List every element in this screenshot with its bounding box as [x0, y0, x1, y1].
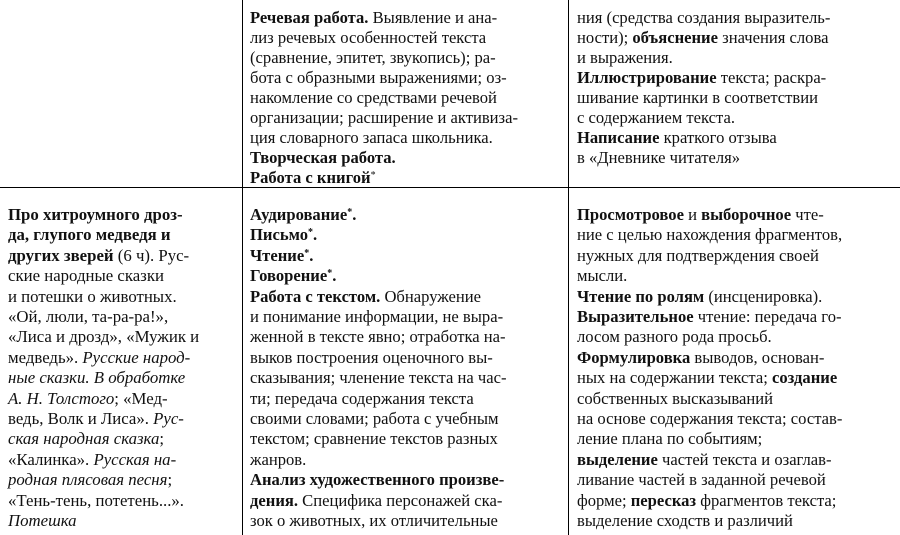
text-line — [250, 28, 564, 47]
text-run: . — [352, 205, 357, 224]
text-run: да, глупого медведя и — [8, 225, 171, 245]
text-line — [577, 450, 895, 469]
text-line — [577, 307, 895, 326]
text-run: медведь». — [8, 347, 83, 367]
text-run: Обнаружение — [380, 286, 482, 306]
text-line — [250, 148, 564, 167]
text-run: выделение сходств и различий — [577, 511, 793, 531]
text-run: пересказ — [630, 490, 697, 510]
text-run: создание — [772, 368, 838, 388]
text-run: ния (средства создания выразитель- — [577, 8, 831, 27]
text-run: своими словами; работа с учебным — [250, 409, 499, 429]
text-run: Про хитроумного дроз- — [8, 205, 183, 224]
text-line — [250, 68, 564, 87]
text-line — [8, 225, 240, 244]
text-run: выделение — [577, 449, 658, 469]
text-line — [577, 8, 895, 27]
text-run: Чтение по ролям — [577, 286, 705, 306]
row2-col1-cell — [8, 205, 240, 531]
text-run: Анализ художественного произве- — [250, 470, 505, 490]
text-run: Написание — [577, 128, 660, 147]
text-run: (сравнение, эпитет, звукопись); ра- — [250, 48, 496, 67]
text-line — [8, 368, 240, 387]
text-line — [577, 470, 895, 489]
text-run: Просмотровое — [577, 205, 684, 224]
text-line — [577, 389, 895, 408]
text-run: ведь, Волк и Лиса». — [8, 409, 154, 429]
text-line — [250, 266, 564, 285]
text-run: Аудирование — [250, 205, 348, 224]
text-run: значения слова — [718, 28, 829, 47]
text-line — [8, 429, 240, 448]
text-line — [8, 287, 240, 306]
text-run: чтение: передача го- — [693, 307, 842, 327]
text-line — [250, 470, 564, 489]
text-line — [577, 88, 895, 107]
text-run: . — [309, 245, 314, 265]
row2-col3-cell — [577, 205, 895, 531]
text-line — [250, 88, 564, 107]
text-line — [577, 348, 895, 367]
text-run: лиз речевых особенностей текста — [250, 28, 487, 47]
text-line — [250, 389, 564, 408]
text-line — [577, 368, 895, 387]
footnote-mark: * — [370, 170, 376, 181]
text-line — [577, 148, 895, 167]
column-divider-line-1 — [242, 0, 243, 535]
text-run: и потешки о животных. — [8, 286, 177, 306]
text-run: родная плясовая песня — [8, 470, 168, 490]
text-run: ; — [167, 470, 173, 490]
text-run: женной в тексте явно; отработка на- — [250, 327, 506, 347]
text-run: нужных для подтверждения своей — [577, 245, 819, 265]
text-run: частей текста и озаглав- — [657, 449, 832, 469]
text-run: ; «Мед- — [114, 388, 168, 408]
text-line — [250, 511, 564, 530]
text-line — [250, 225, 564, 244]
row2-col2-cell — [250, 205, 564, 531]
text-line — [577, 511, 895, 530]
text-line — [250, 368, 564, 387]
text-run: «Калинка». — [8, 449, 94, 469]
text-run: Говорение — [250, 266, 328, 286]
text-line — [8, 450, 240, 469]
text-line — [577, 266, 895, 285]
text-run: (инсценировка). — [704, 286, 823, 306]
text-line — [250, 108, 564, 127]
text-line — [577, 28, 895, 47]
text-run: объяснение — [632, 28, 718, 47]
text-line — [250, 450, 564, 469]
text-run: ти; передача содержания текста — [250, 388, 474, 408]
text-run: ливание частей в заданной речевой — [577, 470, 826, 490]
text-run: Работа с книгой — [250, 168, 371, 187]
text-line — [250, 246, 564, 265]
text-run: Творческая работа. — [250, 148, 396, 167]
text-run: других зверей — [8, 245, 114, 265]
footnote-mark: * — [347, 207, 353, 218]
text-line — [250, 491, 564, 510]
text-line — [250, 287, 564, 306]
text-run: чте- — [791, 205, 824, 224]
text-run: на основе содержания текста; состав- — [577, 409, 843, 429]
text-line — [8, 246, 240, 265]
text-run: Русская на- — [93, 449, 177, 469]
text-line — [577, 246, 895, 265]
text-line — [250, 128, 564, 147]
text-run: бота с образными выражениями; оз- — [250, 68, 507, 87]
text-run: Рус- — [153, 409, 184, 429]
text-run: «Ой, люли, та-ра-ра!», — [8, 307, 169, 327]
text-run: мысли. — [577, 266, 628, 286]
text-run: Чтение — [250, 245, 305, 265]
text-run: ление плана по событиям; — [577, 429, 763, 449]
text-line — [250, 8, 564, 27]
text-run: «Тень-тень, потетень...». — [8, 490, 184, 510]
text-line — [8, 327, 240, 346]
text-line — [8, 205, 240, 224]
text-line — [577, 429, 895, 448]
text-run: сказывания; членение текста на час- — [250, 368, 507, 388]
text-run: и выражения. — [577, 48, 673, 67]
text-run: ние с целью нахождения фрагментов, — [577, 225, 843, 245]
text-run: форме; — [577, 490, 631, 510]
text-run: выводов, основан- — [690, 347, 825, 367]
text-run: в «Дневнике читателя» — [577, 148, 741, 167]
text-run: шивание картинки в соответствии — [577, 88, 819, 107]
text-line — [250, 429, 564, 448]
text-line — [577, 128, 895, 147]
row1-col2-cell — [250, 8, 564, 187]
text-run: выборочное — [701, 205, 792, 224]
text-run: с содержанием текста. — [577, 108, 736, 127]
text-run: Специфика персонажей ска- — [298, 490, 503, 510]
text-line — [8, 470, 240, 489]
text-line — [8, 389, 240, 408]
text-run: Речевая работа. — [250, 8, 369, 27]
footnote-mark: * — [304, 247, 310, 259]
text-line — [577, 409, 895, 428]
text-line — [577, 108, 895, 127]
text-line — [250, 48, 564, 67]
text-run: накомление со средствами речевой — [250, 88, 497, 107]
text-run: ные сказки. В обработке — [8, 368, 186, 388]
text-line — [8, 511, 240, 530]
text-line — [577, 491, 895, 510]
text-run: текстом; сравнение текстов разных — [250, 429, 498, 449]
footnote-mark: * — [308, 227, 313, 239]
text-run: жанров. — [250, 449, 307, 469]
text-run: выков построения оценочного вы- — [250, 347, 493, 367]
text-run: ных на содержании текста; — [577, 368, 772, 388]
text-run: зок о животных, их отличительные — [250, 511, 498, 531]
column-divider-line-2 — [568, 0, 569, 535]
text-line — [577, 327, 895, 346]
text-line — [8, 409, 240, 428]
text-run: ция словарного запаса школьника. — [250, 128, 493, 147]
text-run: А. Н. Толстого — [8, 388, 115, 408]
text-run: ские народные сказки — [8, 266, 164, 286]
text-run: (6 ч). Рус- — [113, 245, 190, 265]
text-run: и понимание информации, не выра- — [250, 307, 504, 327]
text-run: ская народная сказка — [8, 429, 160, 449]
text-line — [8, 266, 240, 285]
text-run: Иллюстрирование — [577, 68, 717, 87]
text-line — [577, 225, 895, 244]
text-line — [577, 48, 895, 67]
row-divider-line — [0, 187, 900, 188]
text-line — [577, 287, 895, 306]
text-line — [8, 307, 240, 326]
text-run: ности); — [577, 28, 633, 47]
text-run: текста; раскра- — [716, 68, 827, 87]
text-run: лосом разного рода просьб. — [577, 327, 772, 347]
text-run: фрагментов текста; — [696, 490, 837, 510]
text-run: и — [683, 205, 702, 224]
text-line — [250, 307, 564, 326]
text-run: . — [313, 225, 318, 245]
text-line — [250, 205, 564, 224]
text-run: организации; расширение и активиза- — [250, 108, 518, 127]
text-line — [577, 68, 895, 87]
text-run: краткого отзыва — [659, 128, 777, 147]
text-line — [577, 205, 895, 224]
text-line — [8, 348, 240, 367]
footnote-mark: * — [327, 268, 333, 280]
text-run: Русские народ- — [82, 347, 191, 367]
text-run: Выявление и ана- — [368, 8, 498, 27]
text-run: Потешка — [8, 511, 77, 531]
text-line — [8, 491, 240, 510]
text-run: ; — [159, 429, 165, 449]
text-line — [250, 168, 564, 187]
text-run: Выразительное — [577, 307, 694, 327]
row1-col3-cell — [577, 8, 895, 167]
text-run: «Лиса и дрозд», «Мужик и — [8, 327, 200, 347]
text-line — [250, 409, 564, 428]
text-run: Работа с текстом. — [250, 286, 381, 306]
text-line — [250, 348, 564, 367]
text-line — [250, 327, 564, 346]
text-run: Письмо — [250, 225, 308, 245]
text-run: дения. — [250, 490, 299, 510]
text-run: . — [332, 266, 337, 286]
text-run: Формулировка — [577, 347, 691, 367]
text-run: собственных высказываний — [577, 388, 774, 408]
